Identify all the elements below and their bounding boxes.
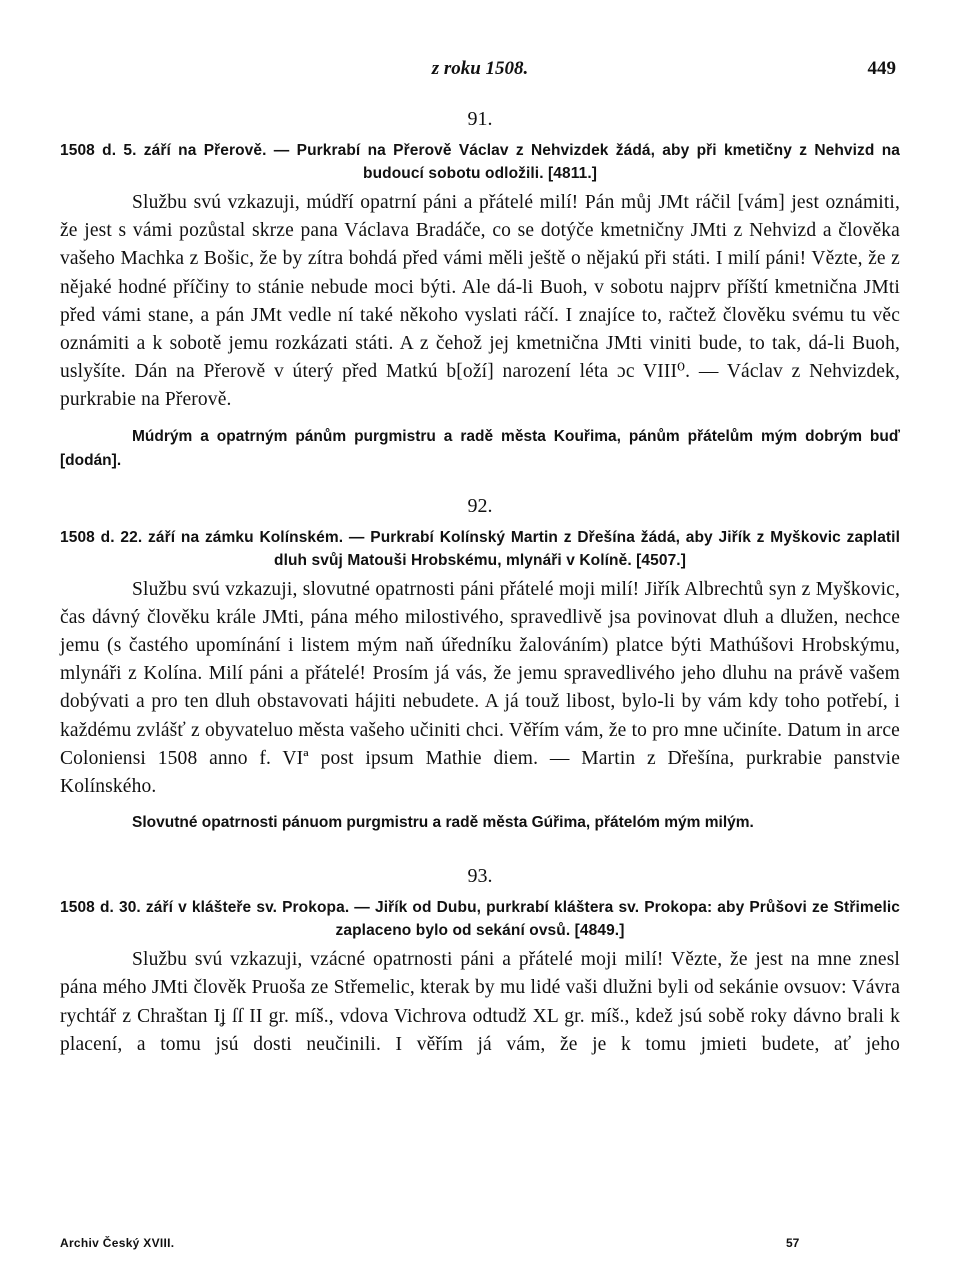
sheet-signature: 57	[786, 1236, 800, 1250]
letter-93	[60, 865, 900, 1059]
letter-body: Službu svú vzkazuji, slovutné opatrnosti páni přátelé moji milí! Jiřík Albrechtů syn z Myškovic, čas dávný člověku krále JMti, pána mého milostivého, spravedlivě jsa povinovat dluh a dlužen, nechce jemu (s častého upomínání i listem mým naň úředníku žalováním) platce býti Mathúšovi Hrobskýmu, mlynáři z Kolína. Milí páni a přátelé! Prosím já vás, že jemu spravedlivého jeho dluhu na právě vašem dobývati a pro ten dluh obstavovati hájiti nebudete. A já touž libost, bylo-li by vám kdy toho potřebí, i každému zvlášť z obyvateluo města vašeho učiniti chci. Věřím vám, že to pro mne učiníte. Datum in arce Coloniensi 1508 anno f. VIª post ipsum Mathie diem. — Martin z Dřešína, purkrabie panstvie Kolínského.	[60, 578, 900, 798]
running-head	[60, 58, 900, 88]
document-number: 93.	[467, 865, 493, 888]
page-footer	[60, 1236, 900, 1256]
regest: 1508 d. 30. září v klášteře sv. Prokopa. — Jiřík od Dubu, purkrabí kláštera sv. Prokopa: aby Průšovi ze Střimelic zaplaceno bylo od sekání ovsů. [4849.]	[60, 899, 900, 940]
source-note: Archiv Český XVIII.	[60, 1236, 175, 1250]
letter-91	[60, 108, 900, 473]
letter-92	[60, 495, 900, 836]
regest: 1508 d. 5. září na Přerově. — Purkrabí na Přerově Václav z Nehvizdek žádá, aby při kmetičny z Nehvizd na budoucí sobotu odložili. [4811.]	[60, 142, 900, 182]
letter-body: Službu svú vzkazuji, múdří opatrní páni a přátelé milí! Pán můj JMt ráčil [vám] jest oznámiti, že jest s vámi pozůstal skrze pana Václava Bradáče, co se dotýče kmetničny JMti z Nehvizd a člověka vašeho Machka z Bošic, že by zítra bohdá před vámi měli ještě o nějakú při státi. I milí páni! Vězte, že z nějaké hodné příčiny to stánie nebude moci býti. Ale dá-li Buoh, v sobotu najprv příští kmetničnа JMti před vámi stane, a pán JMt vedle ní také někoho vyslati ráčí. I znajíce to, račtež člověku svému tu věc oznámiti a k sobotě jemu rozkázati státi. A z čehož jej kmetničnа JMti viniti bude, to tak, dá-li Buoh, uslyšíte. Dán na Přerově v úterý před Matkú b[oží] narození léta ɔc VIII⁰. — Václav z Nehvizdek, purkrabie na Přerově.	[60, 192, 900, 411]
document-page	[60, 58, 900, 1059]
document-number: 91.	[467, 108, 493, 130]
letter-address: Múdrým a opatrným pánům purgmistru a radě města Kouřima, pánům přátelům mým dobrým buď [dodán].	[60, 427, 900, 469]
page-number: 449	[867, 58, 896, 79]
regest: 1508 d. 22. září na zámku Kolínském. — Purkrabí Kolínský Martin z Dřešína žádá, aby Jiřík z Myškovic zaplatil dluh svůj Matoušі Hrobskému, mlynáři v Kolíně. [4507.]	[60, 528, 900, 569]
document-number: 92.	[467, 494, 493, 517]
letter-address: Slovutné opatrnosti pánuom purgmistru a radě města Gúřima, přátelóm mým milým.	[132, 814, 754, 832]
running-title: z roku 1508.	[431, 58, 529, 79]
letter-body: Službu svú vzkazuji, vzácné opatrnosti páni a přátelé moji milí! Vězte, že jest na mne znesl pána mého JMti člověk Pruoša ze Střemelic, kterak by mu lidé vaši dlužni byli od sekánie ovsuov: Vávra rychtář z Chraštan Iʝ ſſ II gr. míš., vdova Vichrova odtudž XL gr. míš., kdež jsú sobě roky dávno brali k placení, a tomu jsú dosti neučinili. I věřím já vám, že je k tomu jmieti budete, ať jeho	[60, 949, 900, 1055]
